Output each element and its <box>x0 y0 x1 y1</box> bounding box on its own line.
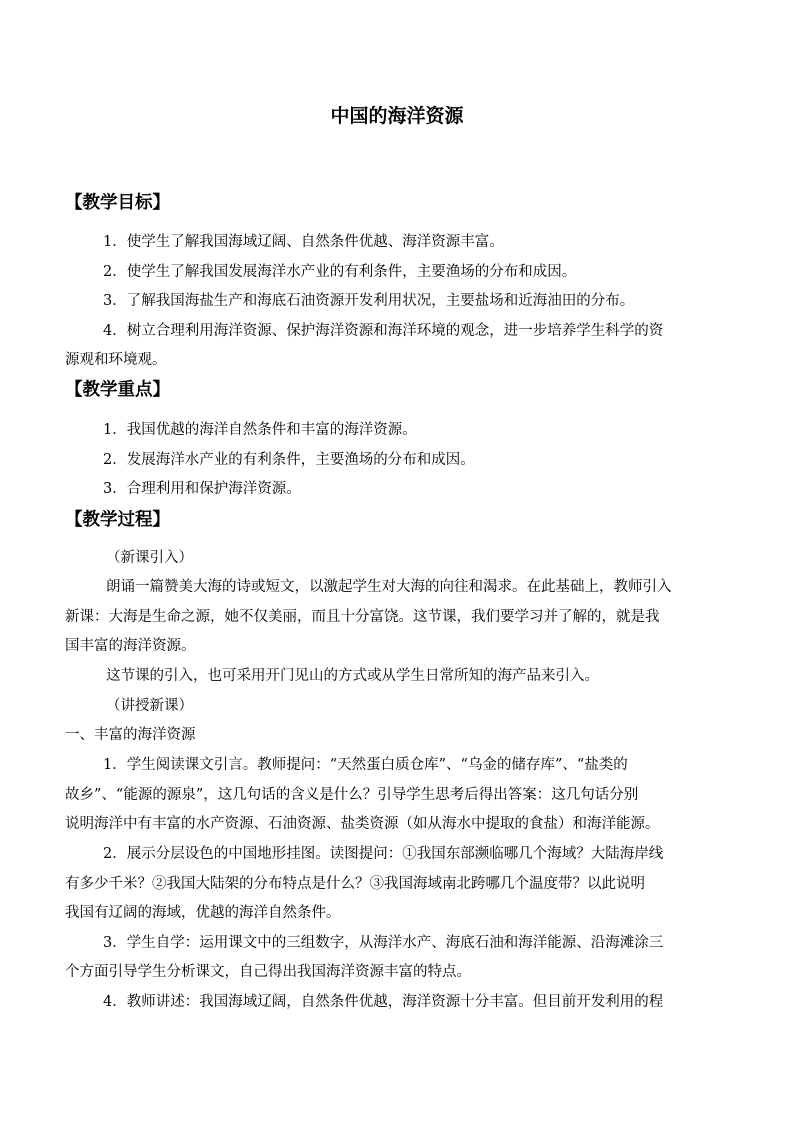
process-line: 朗诵一篇赞美大海的诗或短文，以激起学生对大海的向往和渴求。在此基础上，教师引入 <box>106 579 672 595</box>
process-line: 有多少千米？②我国大陆架的分布特点是什么？③我国海域南北跨哪几个温度带？以此说明 <box>65 876 645 892</box>
heading-teaching-process: 【教学过程】 <box>65 510 170 530</box>
process-line: 新课：大海是生命之源，她不仅美丽，而且十分富饶。这节课，我们要学习并了解的，就是我 <box>65 609 660 625</box>
key-point-line-2: 2．发展海洋水产业的有利条件，主要渔场的分布和成因。 <box>103 452 475 468</box>
process-line: 个方面引导学生分析课文，自己得出我国海洋资源丰富的特点。 <box>65 964 471 980</box>
heading-key-points: 【教学重点】 <box>65 380 170 400</box>
process-line: 4．教师讲述：我国海域辽阔，自然条件优越，海洋资源十分丰富。但目前开发利用的程 <box>103 994 664 1010</box>
goal-line-4-cont: 源观和环境观。 <box>65 352 167 368</box>
process-line: （新课引入） <box>106 550 193 566</box>
process-line: 国丰富的海洋资源。 <box>65 638 196 654</box>
goal-line-1: 1．使学生了解我国海域辽阔、自然条件优越、海洋资源丰富。 <box>103 234 504 250</box>
process-line: 故乡”、“能源的源泉”，这几句话的含义是什么？引导学生思考后得出答案：这几句话分别 <box>65 787 639 803</box>
process-line: 我国有辽阔的海域，优越的海洋自然条件。 <box>65 905 341 921</box>
process-subheading: 一、丰富的海洋资源 <box>65 727 196 743</box>
key-point-line-3: 3．合理利用和保护海洋资源。 <box>103 481 301 497</box>
process-line: （讲授新课） <box>106 698 193 714</box>
goal-line-2: 2．使学生了解我国发展海洋水产业的有利条件，主要渔场的分布和成因。 <box>103 264 577 280</box>
key-point-line-1: 1．我国优越的海洋自然条件和丰富的海洋资源。 <box>103 422 417 438</box>
process-line: 3．学生自学：运用课文中的三组数字，从海洋水产、海底石油和海洋能源、沿海滩涂三 <box>103 935 664 951</box>
process-line: 说明海洋中有丰富的水产资源、石油资源、盐类资源（如从海水中提取的食盐）和海洋能源。 <box>65 816 660 832</box>
process-line: 2．展示分层设色的中国地形挂图。读图提问：①我国东部濒临哪几个海域？大陆海岸线 <box>103 846 664 862</box>
process-line: 1．学生阅读课文引言。教师提问：“天然蛋白质仓库”、“乌金的储存库”、“盐类的 <box>103 757 628 773</box>
heading-teaching-goals: 【教学目标】 <box>65 193 170 213</box>
goal-line-3: 3．了解我国海盐生产和海底石油资源开发利用状况，主要盐场和近海油田的分布。 <box>103 293 635 309</box>
document-title: 中国的海洋资源 <box>330 105 464 127</box>
process-line: 这节课的引入，也可采用开门见山的方式或从学生日常所知的海产品来引入。 <box>106 668 599 684</box>
goal-line-4: 4．树立合理利用海洋资源、保护海洋资源和海洋环境的观念，进一步培养学生科学的资 <box>103 323 664 339</box>
